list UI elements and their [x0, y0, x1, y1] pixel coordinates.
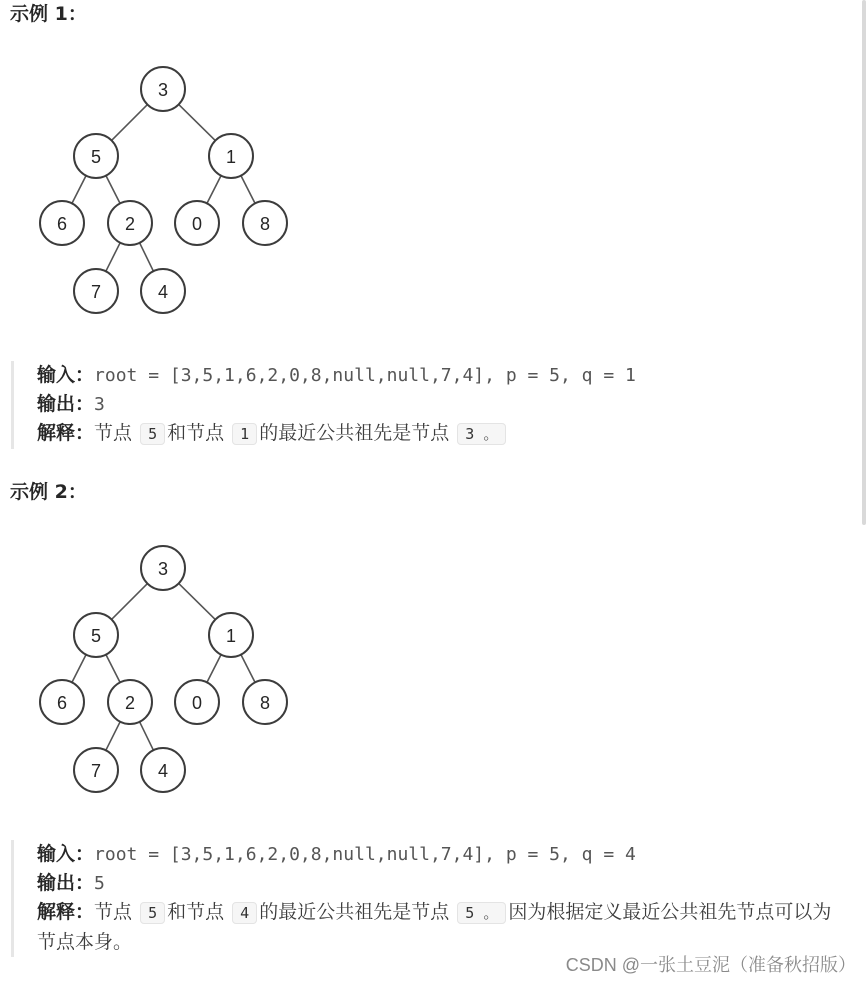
- tree-node-label: 2: [124, 214, 136, 234]
- example-2-output-line: [37, 869, 857, 898]
- tree-node: [141, 546, 185, 590]
- explanation-text: 和节点: [167, 422, 225, 444]
- tree-node: [175, 201, 219, 245]
- input-label: 输入：: [37, 364, 95, 386]
- input-value: root = [3,5,1,6,2,0,8,null,null,7,4], p = 5, q = 1: [94, 365, 636, 386]
- tree-edge: [140, 243, 154, 271]
- tree-edge: [241, 176, 255, 204]
- tree-node: [141, 269, 185, 313]
- tree-edge: [106, 243, 120, 272]
- tree-node: [141, 67, 185, 111]
- explanation-label: 解释：: [37, 422, 95, 444]
- output-label: 输出：: [37, 872, 95, 894]
- inline-code: 3 。: [457, 423, 506, 445]
- tree-node: [108, 201, 152, 245]
- inline-code: 5: [140, 902, 165, 924]
- tree-node: [40, 201, 84, 245]
- example-2-heading: 示例 2：: [10, 481, 87, 503]
- example-1-explanation-line: [37, 419, 857, 449]
- example-1-io-block: [11, 361, 857, 449]
- tree-edge: [179, 583, 216, 619]
- tree-node-label: 2: [124, 693, 136, 713]
- explanation-label: 解释：: [37, 901, 95, 923]
- tree-node: [108, 680, 152, 724]
- tree-edge: [140, 722, 154, 750]
- tree-edge: [207, 655, 221, 683]
- example-1-tree-svg: [36, 56, 292, 322]
- explanation-text: 的最近公共祖先是节点: [259, 901, 450, 923]
- inline-code: 5: [140, 423, 165, 445]
- example-2-input-line: [37, 840, 857, 869]
- tree-node-label: 3: [157, 559, 169, 579]
- tree-edge: [72, 176, 86, 204]
- tree-node: [209, 134, 253, 178]
- tree-node-label: 6: [56, 693, 68, 713]
- tree-node-label: 3: [157, 80, 169, 100]
- tree-node: [74, 613, 118, 657]
- explanation-text: 的最近公共祖先是节点: [259, 422, 450, 444]
- tree-edge: [207, 176, 221, 204]
- tree-node: [74, 748, 118, 792]
- tree-node-label: 0: [191, 693, 203, 713]
- tree-edge: [72, 655, 86, 683]
- inline-code: 1: [232, 423, 257, 445]
- tree-node-label: 5: [90, 147, 102, 167]
- tree-node: [74, 134, 118, 178]
- input-value: root = [3,5,1,6,2,0,8,null,null,7,4], p = 5, q = 4: [94, 844, 636, 865]
- output-value: 3: [94, 394, 105, 415]
- tree-node-label: 5: [90, 626, 102, 646]
- inline-code: 4: [232, 902, 257, 924]
- explanation-text: 节点: [94, 422, 133, 444]
- example-2-tree-svg: [36, 535, 292, 801]
- tree-node-label: 1: [225, 147, 237, 167]
- example-1-heading: 示例 1：: [10, 3, 87, 25]
- tree-node: [74, 269, 118, 313]
- tree-edge: [241, 655, 255, 683]
- tree-edge: [112, 584, 148, 620]
- tree-node: [243, 680, 287, 724]
- tree-node: [141, 748, 185, 792]
- tree-edge: [112, 105, 148, 141]
- tree-node-label: 8: [259, 693, 271, 713]
- tree-node-label: 7: [90, 761, 102, 781]
- tree-node-label: 7: [90, 282, 102, 302]
- tree-node: [209, 613, 253, 657]
- tree-node: [243, 201, 287, 245]
- tree-node-label: 8: [259, 214, 271, 234]
- tree-edge: [179, 104, 216, 140]
- tree-node-label: 6: [56, 214, 68, 234]
- output-value: 5: [94, 873, 105, 894]
- tree-edge: [106, 722, 120, 751]
- explanation-text: 因为根据定义最近公共祖先节点可以为节点本身。: [37, 901, 832, 953]
- example-1-output-line: [37, 390, 857, 419]
- example-1-tree-diagram: [36, 56, 292, 338]
- tree-node-label: 4: [157, 282, 169, 302]
- tree-node: [175, 680, 219, 724]
- inline-code: 5 。: [457, 902, 506, 924]
- explanation-text: 和节点: [167, 901, 225, 923]
- tree-node-label: 1: [225, 626, 237, 646]
- input-label: 输入：: [37, 843, 95, 865]
- csdn-watermark: CSDN @一张土豆泥（准备秋招版）: [565, 955, 856, 975]
- tree-node-label: 4: [157, 761, 169, 781]
- example-1-input-line: [37, 361, 857, 390]
- tree-node: [40, 680, 84, 724]
- scrollbar[interactable]: [862, 0, 866, 525]
- tree-edge: [106, 176, 120, 204]
- tree-edge: [106, 655, 120, 683]
- tree-node-label: 0: [191, 214, 203, 234]
- example-2-io-block: [11, 840, 857, 957]
- output-label: 输出：: [37, 393, 95, 415]
- explanation-text: 节点: [94, 901, 133, 923]
- example-2-tree-diagram: [36, 535, 292, 817]
- example-2-explanation-line: [37, 898, 837, 957]
